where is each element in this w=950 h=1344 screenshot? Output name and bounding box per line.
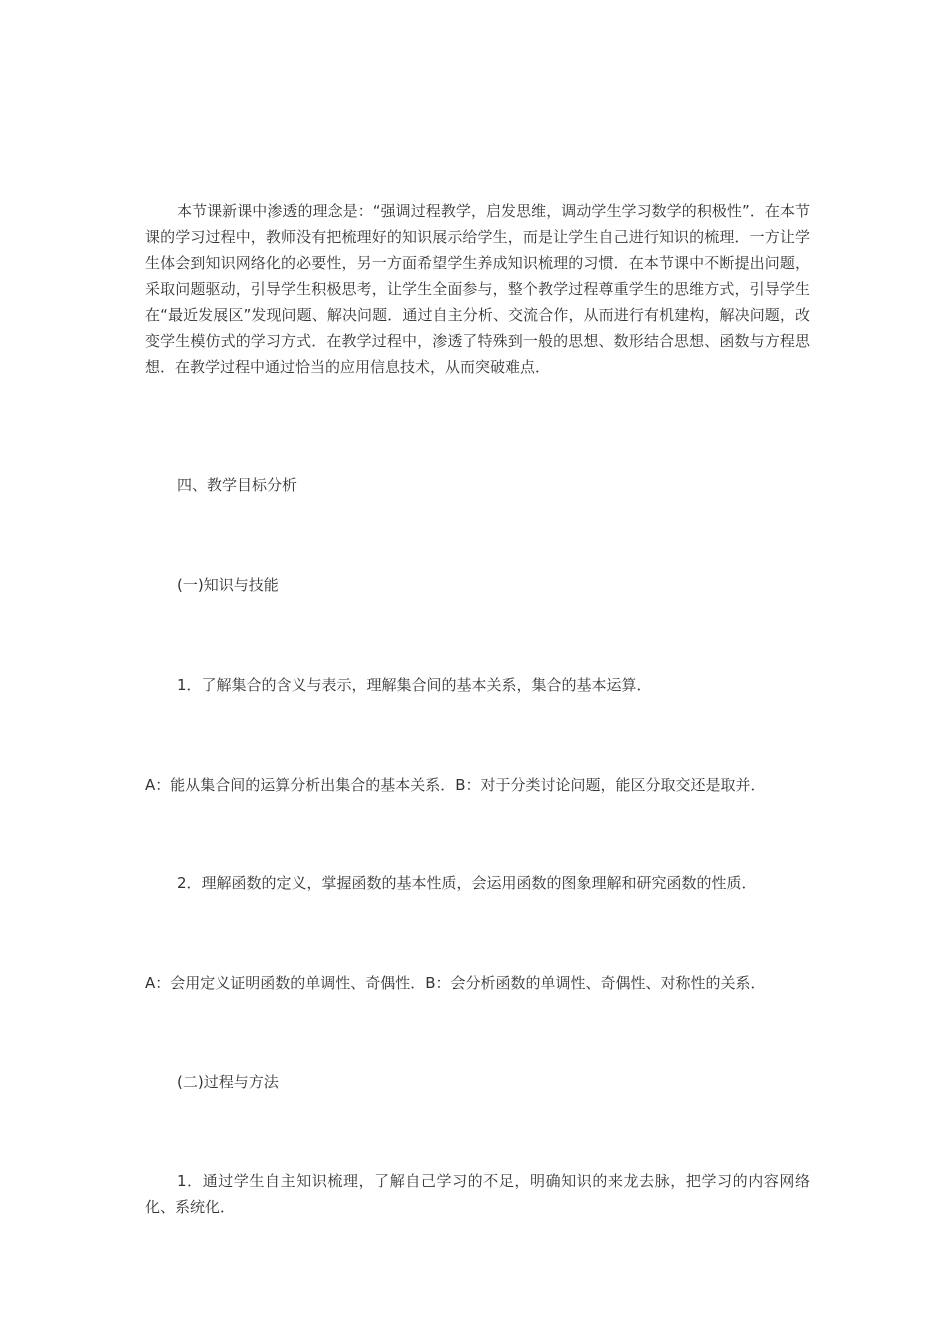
philosophy-paragraph: 本节课新课中渗透的理念是：“强调过程教学，启发思维，调动学生学习数学的积极性”．在本节课的学习过程中，教师没有把梳理好的知识展示给学生，而是让学生自己进行知识的梳理．一方让学生体会到知识网络化的必要性，另一方面希望学生养成知识梳理的习惯．在本节课中不断提出问题，采取问题驱动，引导学生积极思考，让学生全面参与，整个教学过程尊重学生的思维方式，引导学生在“最近发展区”发现问题、解决问题．通过自主分析、交流合作，从而进行有机建构，解决问题，改变学生模仿式的学习方式．在教学过程中，渗透了特殊到一般的思想、数形结合思想、函数与方程思想．在教学过程中通过恰当的应用信息技术，从而突破难点． bbox=[145, 202, 810, 376]
objective-item-sets-levels: A：能从集合间的运算分析出集合的基本关系．B：对于分类讨论问题，能区分取交还是取并． bbox=[145, 776, 766, 794]
subsection-heading-process-methods: (二)过程与方法 bbox=[177, 1073, 279, 1091]
subsection-heading-knowledge-skills: (一)知识与技能 bbox=[177, 576, 279, 594]
objective-item-functions: 2．理解函数的定义，掌握函数的基本性质，会运用函数的图象理解和研究函数的性质． bbox=[177, 874, 757, 892]
objective-item-sets: 1．了解集合的含义与表示，理解集合间的基本关系，集合的基本运算． bbox=[177, 676, 652, 694]
section-heading-teaching-objectives: 四、教学目标分析 bbox=[177, 476, 298, 494]
objective-item-knowledge-review: 1．通过学生自主知识梳理，了解自己学习的不足，明确知识的来龙去脉，把学习的内容网络化、系统化． bbox=[145, 1172, 810, 1216]
objective-item-functions-levels: A：会用定义证明函数的单调性、奇偶性．B：会分析函数的单调性、奇偶性、对称性的关系． bbox=[145, 974, 766, 992]
